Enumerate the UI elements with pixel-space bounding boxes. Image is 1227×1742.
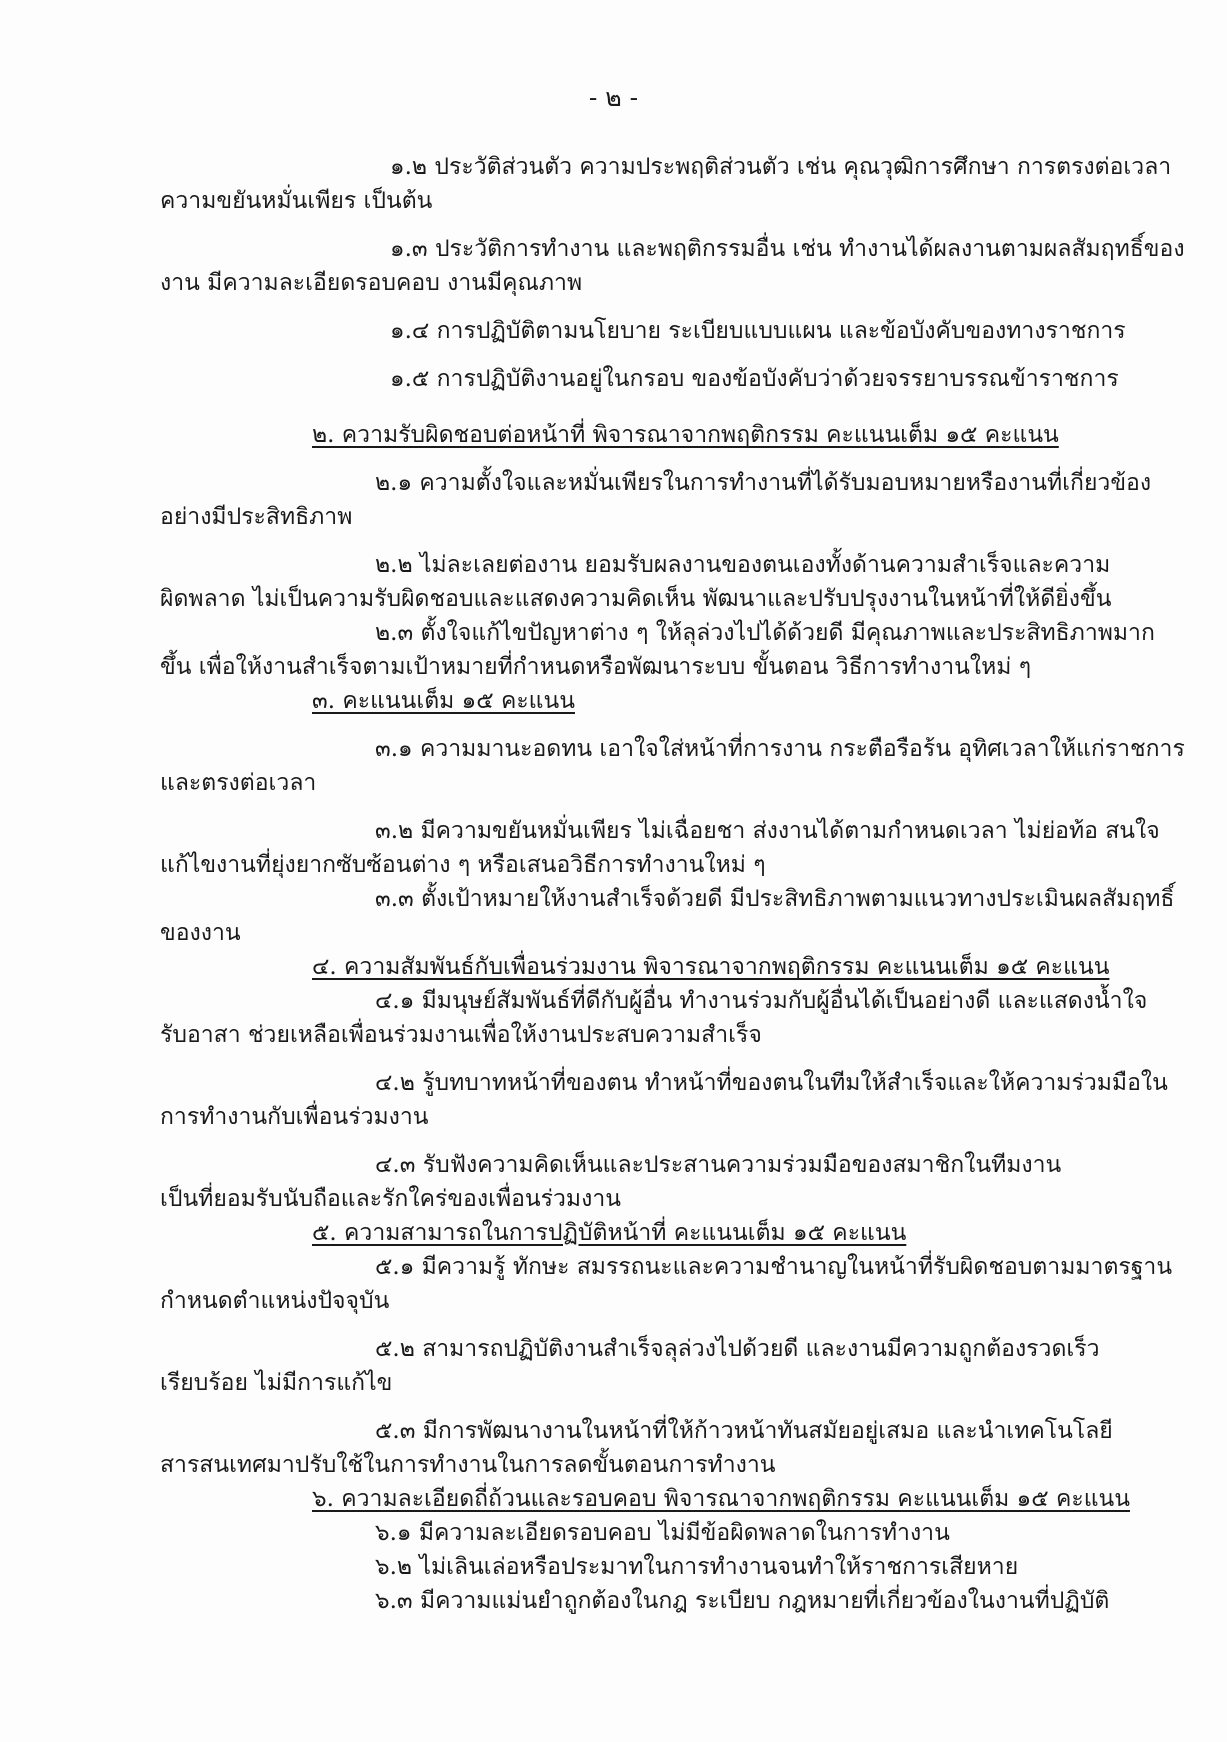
item-4-1: ๔.๑ มีมนุษย์สัมพันธ์ที่ดีกับผู้อื่น ทำงานร่วมกับผู้อื่นได้เป็นอย่างดี และแสดงน้ำใจ xyxy=(375,988,1148,1014)
item-3-2-cont: แก้ไขงานที่ยุ่งยากซับซ้อนต่าง ๆ หรือเสนอวิธีการทำงานใหม่ ๆ xyxy=(160,852,766,878)
section-heading-2: ๒. ความรับผิดชอบต่อหน้าที่ พิจารณาจากพฤติกรรม คะแนนเต็ม ๑๕ คะแนน xyxy=(312,422,1059,448)
item-1-2: ๑.๒ ประวัติส่วนตัว ความประพฤติส่วนตัว เช่น คุณวุฒิการศึกษา การตรงต่อเวลา xyxy=(390,154,1172,180)
item-2-1: ๒.๑ ความตั้งใจและหมั่นเพียรในการทำงานที่ได้รับมอบหมายหรืองานที่เกี่ยวข้อง xyxy=(375,470,1152,496)
item-1-3: ๑.๓ ประวัติการทำงาน และพฤติกรรมอื่น เช่น ทำงานได้ผลงานตามผลสัมฤทธิ์ของ xyxy=(390,236,1185,262)
item-3-1-cont: และตรงต่อเวลา xyxy=(160,770,317,796)
item-2-3-cont: ขึ้น เพื่อให้งานสำเร็จตามเป้าหมายที่กำหนดหรือพัฒนาระบบ ขั้นตอน วิธีการทำงานใหม่ ๆ xyxy=(160,654,1032,680)
item-5-2-cont: เรียบร้อย ไม่มีการแก้ไข xyxy=(160,1370,393,1396)
item-1-4: ๑.๔ การปฏิบัติตามนโยบาย ระเบียบแบบแผน และข้อบังคับของทางราชการ xyxy=(390,318,1126,344)
item-4-1-cont: รับอาสา ช่วยเหลือเพื่อนร่วมงานเพื่อให้งานประสบความสำเร็จ xyxy=(160,1022,762,1048)
item-6-2: ๖.๒ ไม่เลินเล่อหรือประมาทในการทำงานจนทำให้ราชการเสียหาย xyxy=(375,1554,1019,1580)
item-5-3-cont: สารสนเทศมาปรับใช้ในการทำงานในการลดขั้นตอนการทำงาน xyxy=(160,1452,776,1478)
item-1-5: ๑.๕ การปฏิบัติงานอยู่ในกรอบ ของข้อบังคับว่าด้วยจรรยาบรรณข้าราชการ xyxy=(390,366,1119,392)
item-4-3: ๔.๓ รับฟังความคิดเห็นและประสานความร่วมมือของสมาชิกในทีมงาน xyxy=(375,1152,1062,1178)
item-2-1-cont: อย่างมีประสิทธิภาพ xyxy=(160,504,353,530)
document-body xyxy=(0,150,1227,1618)
section-heading-6: ๖. ความละเอียดถี่ถ้วนและรอบคอบ พิจารณาจากพฤติกรรม คะแนนเต็ม ๑๕ คะแนน xyxy=(312,1486,1130,1512)
item-1-2-cont: ความขยันหมั่นเพียร เป็นต้น xyxy=(160,188,433,214)
item-2-2-cont: ผิดพลาด ไม่เป็นความรับผิดชอบและแสดงความคิดเห็น พัฒนาและปรับปรุงงานในหน้าที่ให้ดียิ่งขึ้น xyxy=(160,586,1112,612)
item-3-1: ๓.๑ ความมานะอดทน เอาใจใส่หน้าที่การงาน กระตือรือร้น อุทิศเวลาให้แก่ราชการ xyxy=(375,736,1185,762)
item-3-3: ๓.๓ ตั้งเป้าหมายให้งานสำเร็จด้วยดี มีประสิทธิภาพตามแนวทางประเมินผลสัมฤทธิ์ xyxy=(375,886,1175,912)
section-heading-5: ๕. ความสามารถในการปฏิบัติหน้าที่ คะแนนเต็ม ๑๕ คะแนน xyxy=(312,1220,907,1246)
item-5-1-cont: กำหนดตำแหน่งปัจจุบัน xyxy=(160,1288,390,1314)
page-number: - ๒ - xyxy=(588,83,639,112)
item-4-2: ๔.๒ รู้บทบาทหน้าที่ของตน ทำหน้าที่ของตนในทีมให้สำเร็จและให้ความร่วมมือใน xyxy=(375,1070,1168,1096)
item-2-2: ๒.๒ ไม่ละเลยต่องาน ยอมรับผลงานของตนเองทั้งด้านความสำเร็จและความ xyxy=(375,552,1111,578)
item-5-1: ๕.๑ มีความรู้ ทักษะ สมรรถนะและความชำนาญในหน้าที่รับผิดชอบตามมาตรฐาน xyxy=(375,1254,1173,1280)
section-heading-3: ๓. คะแนนเต็ม ๑๕ คะแนน xyxy=(312,688,575,714)
item-4-3-cont: เป็นที่ยอมรับนับถือและรักใคร่ของเพื่อนร่วมงาน xyxy=(160,1186,621,1212)
item-3-3-cont: ของงาน xyxy=(160,920,241,946)
item-2-3: ๒.๓ ตั้งใจแก้ไขปัญหาต่าง ๆ ให้ลุล่วงไปได้ด้วยดี มีคุณภาพและประสิทธิภาพมาก xyxy=(375,620,1155,646)
item-5-3: ๕.๓ มีการพัฒนางานในหน้าที่ให้ก้าวหน้าทันสมัยอยู่เสมอ และนำเทคโนโลยี xyxy=(375,1418,1113,1444)
item-4-2-cont: การทำงานกับเพื่อนร่วมงาน xyxy=(160,1104,429,1130)
item-5-2: ๕.๒ สามารถปฏิบัติงานสำเร็จลุล่วงไปด้วยดี และงานมีความถูกต้องรวดเร็ว xyxy=(375,1336,1100,1362)
item-6-1: ๖.๑ มีความละเอียดรอบคอบ ไม่มีข้อผิดพลาดในการทำงาน xyxy=(375,1520,950,1546)
item-3-2: ๓.๒ มีความขยันหมั่นเพียร ไม่เฉื่อยชา ส่งงานได้ตามกำหนดเวลา ไม่ย่อท้อ สนใจ xyxy=(375,818,1160,844)
item-1-3-cont: งาน มีความละเอียดรอบคอบ งานมีคุณภาพ xyxy=(160,270,583,296)
item-6-3: ๖.๓ มีความแม่นยำถูกต้องในกฎ ระเบียบ กฎหมายที่เกี่ยวข้องในงานที่ปฏิบัติ xyxy=(375,1588,1110,1614)
section-heading-4: ๔. ความสัมพันธ์กับเพื่อนร่วมงาน พิจารณาจากพฤติกรรม คะแนนเต็ม ๑๕ คะแนน xyxy=(312,954,1110,980)
